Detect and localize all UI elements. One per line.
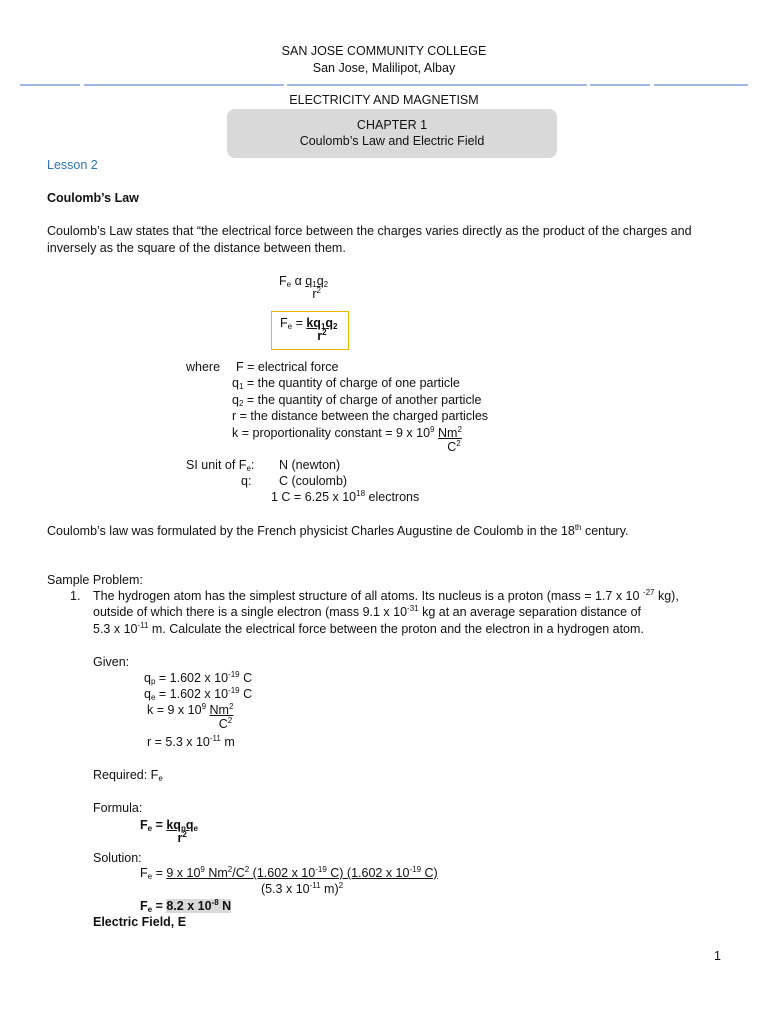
p3-pre: 5.3 x 10: [93, 622, 138, 636]
p2-pre: outside of which there is a single electron (mass 9.1 x 10: [93, 605, 408, 619]
problem-line-1: [93, 589, 679, 604]
problem-number: 1.: [70, 589, 81, 603]
p1-exp: -27: [642, 588, 655, 597]
given-k: k = 9 x $10^9$ $\frac{Nm^2}{C^2}$: [147, 702, 234, 731]
solution-equation: $F_e$ = $\frac{9 x 10^9 Nm^2/C^2 (1.602 x 10^{-19} C) (1.602 x 10^{-19} C)}{(5.3 x 10^{-11} m)^2}$: [140, 865, 438, 896]
chapter-box: [227, 109, 557, 158]
si-q-unit: C (coulomb): [279, 474, 348, 488]
given-r-exp: -11: [209, 734, 221, 743]
history-sup: th: [574, 523, 582, 532]
problem-line-2: [93, 605, 641, 620]
solution-answer: $F_e = 8.2$ x $10^{-8}$ N: [140, 898, 232, 914]
p2-post: kg at an average separation distance of: [418, 605, 641, 619]
given-label: Given:: [93, 655, 130, 669]
required-label: Required: $F_e$: [93, 768, 163, 783]
given-k-text: k = 9 x 10: [147, 703, 202, 717]
lesson-label: Lesson 2: [47, 158, 98, 172]
chapter-title: Coulomb’s Law and Electric Field: [299, 134, 485, 148]
coulomb-tail: electrons: [365, 490, 420, 504]
answer-text: 8.2 x 10: [166, 899, 212, 913]
def-q1-text: = the quantity of charge of one particle: [246, 376, 460, 390]
answer-unit: N: [218, 899, 232, 913]
sample-heading: Sample Problem:: [47, 573, 143, 587]
def-force: F = electrical force: [236, 360, 339, 374]
given-qp: $q_p = 1.602$ x $10^{-19}$ C: [144, 670, 253, 686]
solution-num-text: 9 x 10: [166, 866, 201, 880]
solution-label: Solution:: [93, 851, 142, 865]
where-label: where: [186, 360, 221, 374]
history-post: century.: [581, 524, 629, 538]
header-rule: [20, 80, 748, 90]
solution-den-text: (5.3 x 10: [260, 882, 310, 896]
given-r: r = 5.3 x $10^{-11}$ m: [147, 734, 235, 749]
formula-label: Formula:: [93, 801, 143, 815]
given-qp-exp: -19: [228, 670, 240, 679]
given-r-text: r = 5.3 x 10: [147, 735, 210, 749]
p1-pre: The hydrogen atom has the simplest structure of all atoms. Its nucleus is a proton (mass = 1.7 x 10: [93, 589, 643, 603]
history-pre: Coulomb’s law was formulated by the French physicist Charles Augustine de Coulomb in the 18: [47, 524, 575, 538]
given-qe-text: = 1.602 x 10: [158, 687, 229, 701]
proportionality-formula: $F_e$ α $\frac{q_1q_2}{r^2}$: [279, 274, 329, 301]
given-qe-exp: -19: [228, 686, 240, 695]
def-q2: $q_2$ = the quantity of charge of another particle: [232, 393, 482, 408]
p1-post: kg),: [654, 589, 679, 603]
sample-formula: $F_e$ = $\frac{kq_pq_e}{r^2}$: [140, 818, 198, 845]
def-k-text: k = proportionality constant = 9 x 10: [232, 426, 431, 440]
def-r: r = the distance between the charged particles: [232, 409, 489, 423]
page-number: 1: [714, 949, 721, 963]
coulomb-text: 1 C = 6.25 x 10: [271, 490, 357, 504]
coulomb-exp: 18: [356, 489, 366, 498]
chapter-number: CHAPTER 1: [356, 118, 428, 132]
p2-exp: -31: [407, 604, 419, 613]
college-address: San Jose, Malilipot, Albay: [312, 61, 456, 75]
next-heading: Electric Field, E: [93, 915, 187, 929]
p3-post: m. Calculate the electrical force between the proton and the electron in a hydrogen atom.: [148, 622, 644, 636]
si-q-label: q:: [241, 474, 252, 488]
problem-line-3: [93, 622, 644, 637]
coulomb-definition: [271, 490, 419, 505]
intro-line-1: Coulomb’s Law states that “the electrical force between the charges varies directly as the product of the charges and: [47, 224, 692, 238]
intro-line-2: inversely as the square of the distance between them.: [47, 241, 346, 255]
si-fe-unit: N (newton): [279, 458, 341, 472]
given-qe: $q_e = 1.602$ x $10^{-19}$ C: [144, 686, 253, 702]
required-text: Required: F: [93, 768, 159, 782]
def-q2-text: = the quantity of charge of another particle: [246, 393, 482, 407]
si-unit-label: SI unit of $F_e$:: [186, 458, 255, 473]
answer-exp: -8: [211, 898, 219, 907]
history-paragraph: [47, 524, 629, 539]
college-name: SAN JOSE COMMUNITY COLLEGE: [281, 44, 487, 58]
def-k: k = proportionality constant = 9 x $10^9$ $\frac{Nm^2}{C^2}$: [232, 425, 462, 454]
p3-exp: -11: [137, 621, 149, 630]
given-qp-text: = 1.602 x 10: [158, 671, 229, 685]
subject-title: ELECTRICITY AND MAGNETISM: [289, 93, 479, 107]
si-label-text: SI unit of F: [186, 458, 247, 472]
section-title: Coulomb’s Law: [47, 191, 139, 205]
def-q1: $q_1$ = the quantity of charge of one particle: [232, 376, 460, 391]
coulomb-formula: $F_e$ = $\frac{kq_1q_2}{r^2}$: [280, 316, 338, 343]
